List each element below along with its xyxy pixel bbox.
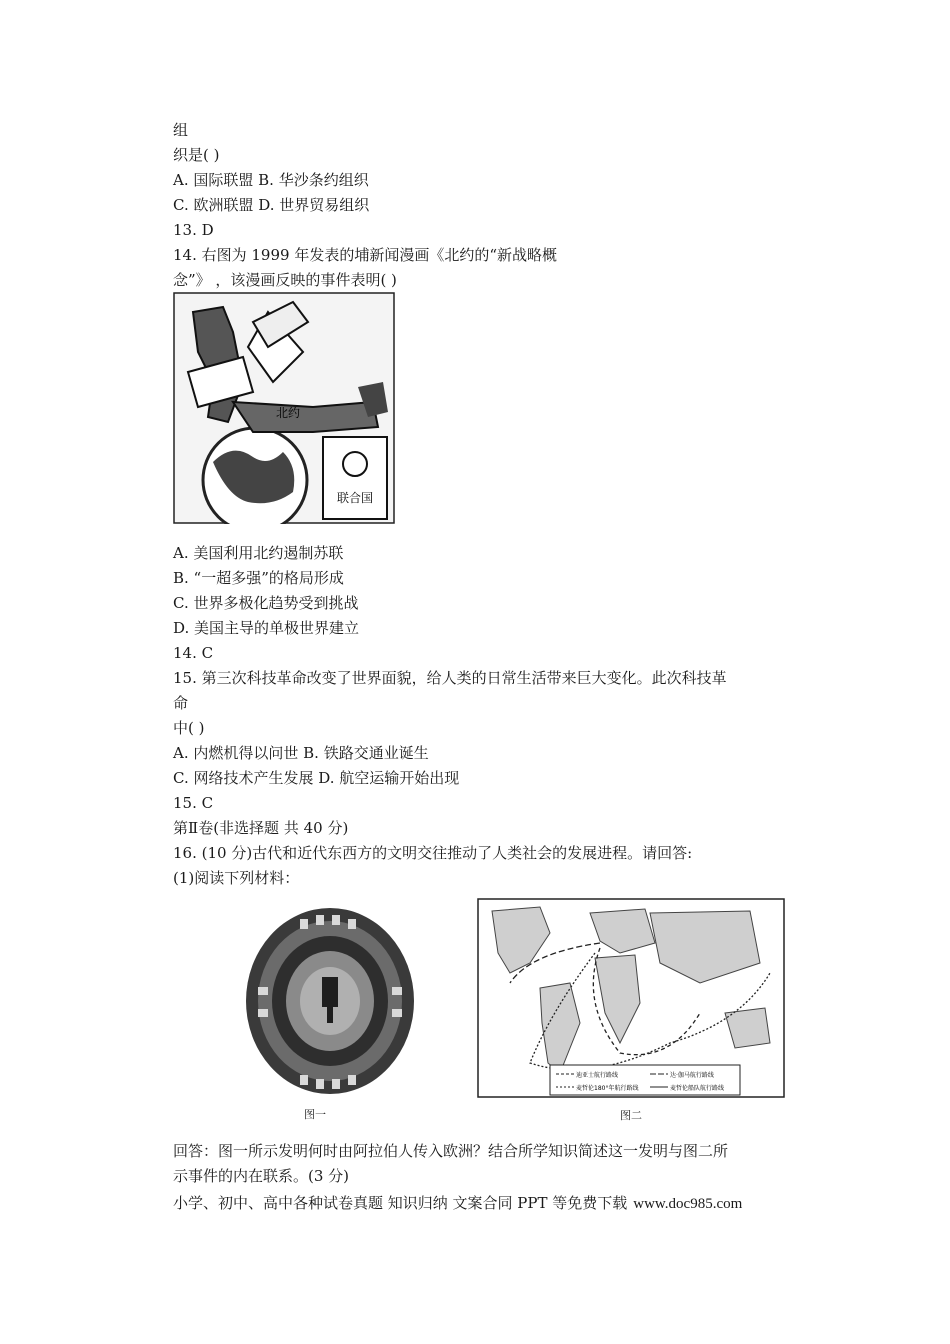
question-line: 命 (173, 694, 189, 712)
nato-cartoon (173, 292, 395, 524)
footer (173, 1192, 742, 1213)
question-line: 中( ) (173, 719, 205, 737)
question-line: 念”》 ，该漫画反映的事件表明( ) (173, 271, 397, 289)
question-line: 14. 右图为 1999 年发表的埔新闻漫画《北约的“新战略概 (173, 246, 558, 264)
option-line: D. 美国主导的单极世界建立 (173, 619, 360, 637)
figure-2-voyage-map (470, 893, 790, 1127)
section-heading: 第Ⅱ卷(非选择题 共 40 分) (173, 819, 349, 837)
option-line: A. 内燃机得以问世 B. 铁路交通业诞生 (173, 744, 429, 762)
figure-1-compass (230, 897, 430, 1127)
voyage-map (470, 893, 790, 1127)
text-line: 织是( ) (173, 146, 220, 164)
question-line: (1)阅读下列材料： (173, 869, 300, 887)
legend-item: 麦哲伦180°年航行路线 (576, 1085, 639, 1092)
answer-line: 14. C (173, 644, 214, 662)
compass-image (230, 897, 430, 1127)
cartoon-illustration (173, 292, 395, 524)
option-line: C. 欧洲联盟 D. 世界贸易组织 (173, 196, 370, 214)
figure-1-caption: 图一 (304, 1108, 326, 1121)
nato-label: 北约 (275, 406, 301, 420)
option-line: B. “一超多强”的格局形成 (173, 569, 344, 587)
answer-line: 15. C (173, 794, 214, 812)
option-line: C. 世界多极化趋势受到挑战 (173, 594, 359, 612)
question-line: 示事件的内在联系。(3 分) (173, 1167, 350, 1185)
legend-item: 迪亚士航行路线 (576, 1072, 619, 1079)
footer-text: 小学、初中、高中各种试卷真题 知识归纳 文案合同 PPT 等免费下载 (173, 1194, 628, 1212)
option-line: C. 网络技术产生发展 D. 航空运输开始出现 (173, 769, 460, 787)
figure-2-caption: 图二 (620, 1109, 642, 1122)
un-label: 联合国 (336, 491, 374, 505)
answer-line: 13. D (173, 221, 214, 239)
option-line: A. 国际联盟 B. 华沙条约组织 (173, 171, 369, 189)
option-line: A. 美国利用北约遏制苏联 (173, 544, 344, 562)
question-line: 15. 第三次科技革命改变了世界面貌，给人类的日常生活带来巨大变化。此次科技革 (173, 669, 727, 687)
question-line: 16. (10 分)古代和近代东西方的文明交往推动了人类社会的发展进程。请回答: (173, 844, 693, 862)
legend-item: 麦哲伦船队航行路线 (670, 1085, 725, 1092)
footer-url[interactable]: www.doc985.com (633, 1196, 743, 1212)
text-line: 组 (173, 121, 189, 139)
question-line: 回答：图一所示发明何时由阿拉伯人传入欧洲？结合所学知识简述这一发明与图二所 (173, 1142, 729, 1160)
legend-item: 达·伽马航行路线 (670, 1072, 714, 1079)
